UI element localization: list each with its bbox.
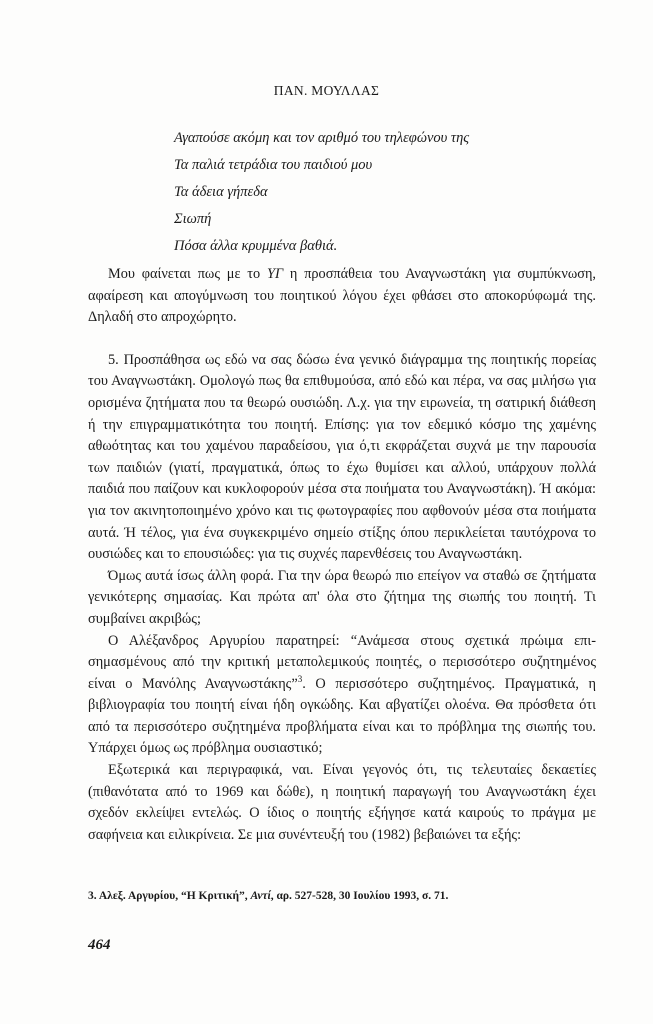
paragraph-gap xyxy=(88,329,596,350)
poem-line: Τα άδεια γήπεδα xyxy=(174,184,268,200)
footnote-text-after: , αρ. 527-528, 30 Ιουλίου 1993, σ. 71. xyxy=(270,890,449,902)
paragraph-3: Όμως αυτά ίσως άλλη φορά. Για την ώρα θεωρώ πιο επείγον να σταθώ σε ζητήματα γενικότερης σημασίας. Και πρώτα απ' όλα στο ζήτημα της σιωπής του ποιητή. Τι συμβαίνει ακριβώς; xyxy=(88,567,596,627)
poem-line: Πόσα άλλα κρυμμένα βαθιά. xyxy=(174,238,338,254)
footnote xyxy=(88,890,596,902)
body-text xyxy=(88,264,596,846)
paragraph-4-text-after: . Ο περισσότερο συζητημένος. Πραγματικά, η βιβλιογραφία του ποιητή είναι ήδη ογκώδης. Και αβγατίζει ολοένα. Θα πρόσθετα ότι από τα περισσότερο συζητημένα προβλήματα είναι και το πρόβλημα της σιωπής του. Υπάρχει όμως ως πρόβλημα ουσιαστικό; xyxy=(88,675,596,757)
paragraph-5: Εξωτερικά και περιγραφικά, ναι. Είναι γεγονός ότι, τις τελευταίες δεκαετίες (πιθανότατα από το 1969 και δώθε), η ποιητική παραγωγή του Αναγνωστάκη έχει σχεδόν εκλείψει εντελώς. Ο ίδιος ο ποιητής εξήγησε κατά καιρούς το πράγμα με σαφήνεια και ειλικρίνεια. Σε μια συνέντευξή του (1982) βεβαιώνει τα εξής: xyxy=(88,762,596,843)
poem-line: Σιωπή xyxy=(174,211,212,227)
poem-quote xyxy=(174,125,594,260)
paragraph-1-text-before: Μου φαίνεται πως με το xyxy=(108,266,267,282)
poem-line: Τα παλιά τετράδια του παιδιού μου xyxy=(174,157,373,173)
page-number: 464 xyxy=(88,937,111,953)
paragraph-1 xyxy=(88,264,596,329)
paragraph-4-text-before: Ο Αλέξανδρος Αργυρίου παρατηρεί: “Ανάμεσα στους σχετικά πρώιμα επισημασμένους από την κριτική μεταπολεμικούς ποιητές, ο περισσότερο συζητημένος είναι ο Μανόλης Αναγνωστάκης” xyxy=(88,632,596,692)
poem-line: Αγαπούσε ακόμη και τον αριθμό του τηλεφώνου της xyxy=(174,130,470,146)
paragraph-1-italic-title: ΥΓ xyxy=(267,266,284,282)
paragraph-4 xyxy=(88,631,596,761)
paragraph-1-text-after: η προσπάθεια του Αναγνωστάκη για συμπύκνωση, αφαίρεση και απογύμνωση του ποιητικού λόγου έχει φθάσει στο αποκορύφωμά της. Δηλαδή στο απροχώρητο. xyxy=(88,266,597,326)
running-header: ΠΑΝ. ΜΟΥΛΛΑΣ xyxy=(273,83,380,98)
paragraph-2: 5. Προσπάθησα ως εδώ να σας δώσω ένα γενικό διάγραμμα της ποιητικής πορείας του Αναγνωστάκη. Ομολογώ πως θα επιθυμούσα, από εδώ και πέρα, να σας μιλήσω για ορισμένα ζητήματα που τα θεωρώ ουσιώδη. Λ.χ. για την ειρωνεία, τη σατιρική διάθεση ή την επιγραμματικότητα του ποιητή. Επίσης: για τον εδεμικό κόσμο της χαμένης αθωότητας και του χαμένου παραδείσου, για ό,τι εκφράζεται συχνά με την παρουσία των παιδιών (γιατί, πραγματικά, όπως το έχω θυμίσει και αλλού, υπάρχουν πολλά παιδιά που παίζουν και κυκλοφορούν μέσα στα ποιήματα του Αναγνωστάκη). Ή ακόμα: για τον ακινητοποιημένο χρόνο και τις φωτογραφίες που αφθονούν μέσα στα ποιήματα αυτά. Ή τέλος, για ένα συγκεκριμένο σημείο στίξης όπου περικλείεται ταυτόχρονα το ουσιώδες και το επουσιώδες: για τις συχνές παρενθέσεις του Αναγνωστάκη. xyxy=(88,351,596,563)
footnote-text-before: 3. Αλεξ. Αργυρίου, “Η Κριτική”, xyxy=(88,890,251,902)
footnote-journal-title: Αντί xyxy=(250,890,271,902)
footnote-reference: 3 xyxy=(297,673,303,684)
